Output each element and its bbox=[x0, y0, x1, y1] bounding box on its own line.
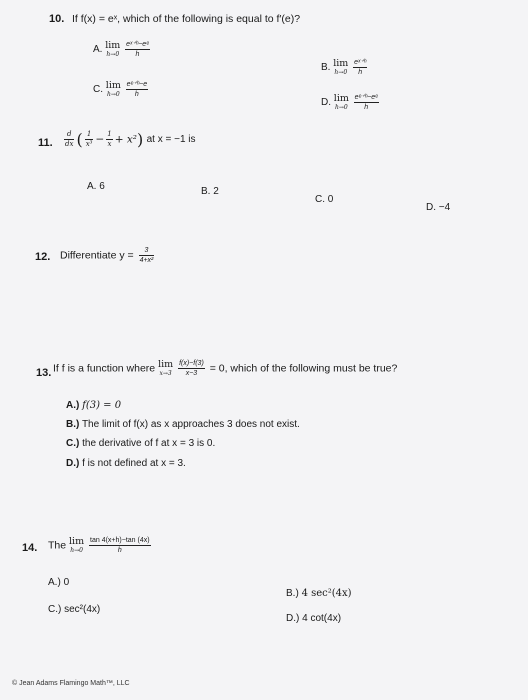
q10-option-b[interactable] bbox=[321, 58, 369, 77]
q11-number: 11. bbox=[38, 137, 53, 149]
limit: lim x→3 bbox=[158, 358, 174, 377]
q11-option-a[interactable]: A. 6 bbox=[87, 181, 105, 192]
q10-number: 10. bbox=[49, 13, 65, 25]
option-letter: C. bbox=[93, 84, 103, 96]
limit: lim h→0 bbox=[105, 39, 121, 58]
fraction: $\frac{1}{\text{x³}}$ bbox=[85, 130, 93, 148]
fraction: $\frac{\text{eˣ⁺ʰ−eᵉ}}{h}$ bbox=[126, 41, 149, 58]
q11-option-c[interactable]: C. 0 bbox=[315, 194, 334, 205]
q12-stem: Differentiate y = $\frac{3}{\text{4+x²}}$ bbox=[60, 247, 154, 264]
limit: lim h→0 bbox=[333, 92, 349, 111]
fraction: $\frac{\tan 4(x+h)-\tan (4x)}{h}$ bbox=[90, 537, 150, 554]
q14-option-b[interactable]: B.) 4 sec²(4x) bbox=[286, 588, 352, 599]
copyright-footer: © Jean Adams Flamingo Math™, LLC bbox=[12, 680, 130, 687]
q10-option-c[interactable] bbox=[93, 80, 150, 99]
fraction: $\frac{\text{eˣ⁺ʰ}}{h}$ bbox=[354, 59, 367, 76]
limit: lim h→0 bbox=[105, 79, 121, 98]
derivative-operator: $\frac{d}{dx}$ bbox=[65, 130, 74, 148]
fraction: $\frac{f(x)-f(3)}{x-3}$ bbox=[179, 360, 204, 377]
option-letter: D. bbox=[321, 97, 331, 109]
q10-stem: If f(x) = eˣ, which of the following is equal to f′(e)? bbox=[72, 13, 301, 25]
fraction: $\frac{\text{eᵉ⁺ʰ−e}}{h}$ bbox=[126, 81, 148, 98]
option-letter: A. bbox=[93, 44, 103, 56]
q13-option-c[interactable]: C.) the derivative of f at x = 3 is 0. bbox=[66, 438, 216, 449]
fraction: $\frac{3}{\text{4+x²}}$ bbox=[139, 247, 154, 264]
q13-option-b[interactable]: B.) The limit of f(x) as x approaches 3 does not exist. bbox=[66, 419, 300, 430]
q14-option-c[interactable]: C.) sec²(4x) bbox=[48, 604, 101, 615]
q14-option-d[interactable]: D.) 4 cot(4x) bbox=[286, 613, 342, 624]
q12-number: 12. bbox=[35, 251, 51, 263]
q11-option-b[interactable]: B. 2 bbox=[201, 186, 219, 197]
q11-expression: $\frac{d}{dx}$ ( $\frac{1}{\text{x³}}$ − $\frac{1}{x}$ + x²) at x = −1 is bbox=[65, 130, 196, 149]
q10-option-a[interactable] bbox=[93, 40, 152, 59]
q14-option-a[interactable]: A.) 0 bbox=[48, 577, 70, 588]
q14-stem: The lim h→0 $\frac{\tan 4(x+h)-\tan (4x)}{h}$ bbox=[48, 535, 150, 554]
option-letter: B. bbox=[321, 62, 331, 74]
fraction: $\frac{\text{eᵉ⁺ʰ−eᵉ}}{h}$ bbox=[354, 94, 378, 111]
fraction: $\frac{1}{x}$ bbox=[107, 130, 112, 148]
limit: lim h→0 bbox=[69, 535, 85, 554]
q10-option-d[interactable] bbox=[321, 93, 381, 112]
limit: lim h→0 bbox=[333, 57, 349, 76]
q14-number: 14. bbox=[22, 542, 38, 554]
q13-stem: If f is a function where lim x→3 $\frac{f(x)-f(3)}{x-3}$ = 0, which of the following must be true? bbox=[53, 358, 398, 377]
q13-number: 13. bbox=[36, 367, 52, 379]
q13-option-d[interactable]: D.) f is not defined at x = 3. bbox=[66, 458, 186, 469]
q11-option-d[interactable]: D. −4 bbox=[426, 202, 451, 213]
q13-option-a[interactable]: A.) f(3) = 0 bbox=[66, 400, 122, 411]
